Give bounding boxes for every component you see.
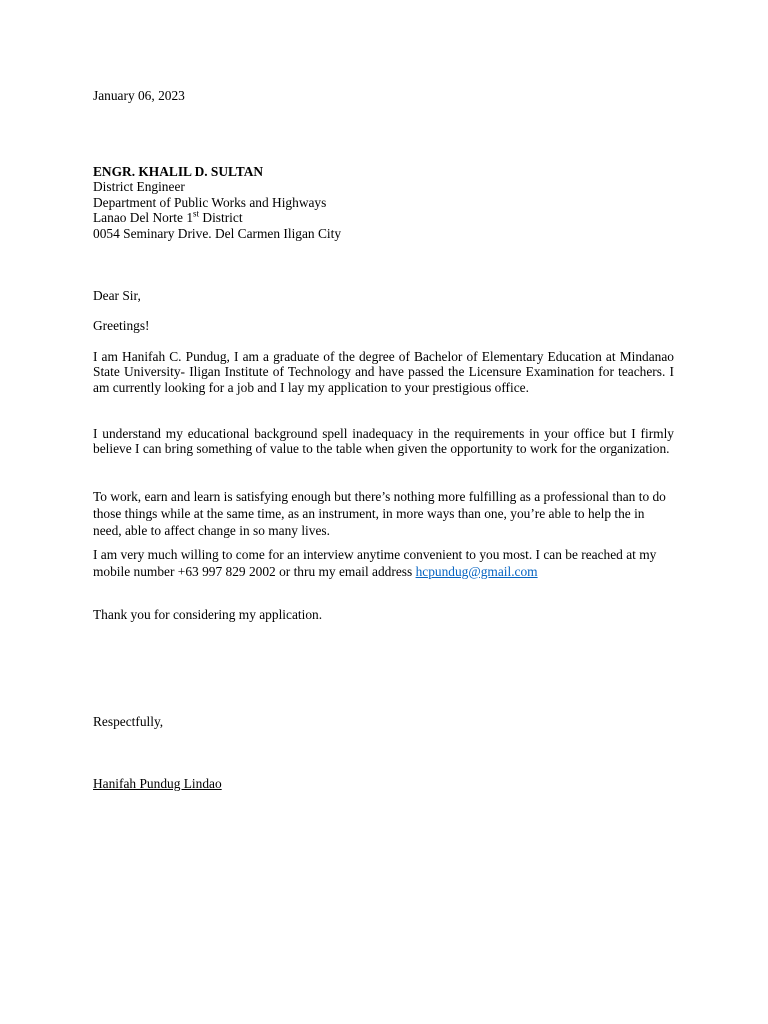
recipient-block — [93, 164, 674, 241]
thanks-line: Thank you for considering my application. — [93, 607, 323, 622]
email-link[interactable]: hcpundug@gmail.com — [415, 564, 538, 579]
closing-line: Respectfully, — [93, 714, 164, 729]
letter-date: January 06, 2023 — [93, 88, 185, 103]
greeting: Greetings! — [93, 318, 150, 333]
recipient-district-prefix: Lanao Del Norte 1 — [93, 210, 194, 226]
recipient-address: 0054 Seminary Drive. Del Carmen Iligan City — [93, 225, 342, 241]
recipient-title: District Engineer — [93, 179, 185, 195]
body-paragraph-contact — [93, 546, 674, 580]
signature-name: Hanifah Pundug Lindao — [93, 776, 222, 791]
recipient-department: Department of Public Works and Highways — [93, 194, 327, 210]
contact-text: I am very much willing to come for an interview anytime convenient to you most. I can be reached at my mobile number +63 997 829 2002 or thru my email address — [93, 547, 657, 579]
body-paragraph-motivation: To work, earn and learn is satisfying enough but there’s nothing more fulfilling as a professional than to do those things while at the same time, as an instrument, in more ways than one, you’re able to help the in need, able to affect change in so many lives. — [93, 489, 666, 538]
recipient-district-sup: st — [193, 208, 200, 219]
body-paragraph-intro: I am Hanifah C. Pundug, I am a graduate of the degree of Bachelor of Elementary Education at Mindanao State University- Iligan Institute of Technology and have passed the Licensure Examination for teachers. I am currently looking for a job and I lay my application to your prestigious office. — [93, 349, 674, 395]
salutation: Dear Sir, — [93, 288, 141, 303]
recipient-district — [93, 210, 674, 225]
recipient-district-suffix: District — [199, 210, 243, 226]
body-paragraph-background: I understand my educational background spell inadequacy in the requirements in your office but I firmly believe I can bring something of value to the table when given the opportunity to work for the organization. — [93, 426, 674, 457]
recipient-name: ENGR. KHALIL D. SULTAN — [93, 164, 264, 179]
